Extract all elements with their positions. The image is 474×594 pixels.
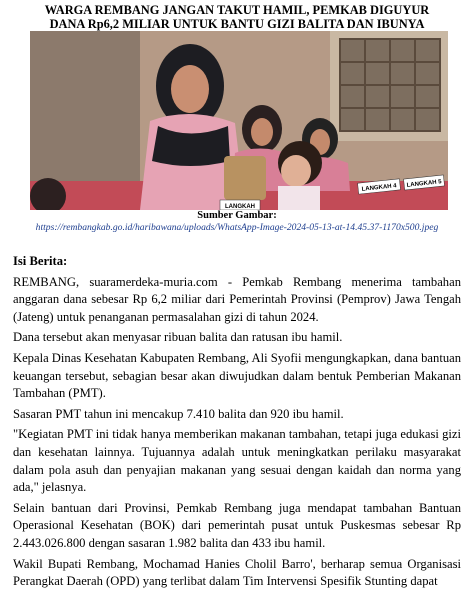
paragraph: Selain bantuan dari Provinsi, Pemkab Rembang juga mendapat tambahan Bantuan Operasional Kesehatan (BOK) dari pemerintah pusat untuk Puskesmas sebesar Rp 2.443.026.800 dengan sasaran 1.982 balita dan 433 ibu hamil. [13, 500, 461, 550]
sign-2-label: LANGKAH 4 [361, 183, 397, 193]
image-caption-label: Sumber Gambar: [197, 210, 277, 221]
paragraph: Sasaran PMT tahun ini mencakup 7.410 balita dan 920 ibu hamil. [13, 406, 344, 421]
food-package [224, 156, 266, 200]
paragraph: Kepala Dinas Kesehatan Kabupaten Rembang, Ali Syofii mengungkapkan, dana bantuan keuangan tersebut, sebagian besar akan diwujudkan dalam bentuk Pemberian Makanan Tambahan (PMT). [13, 350, 462, 401]
section-label: Isi Berita: [13, 254, 68, 268]
article-title [0, 3, 474, 31]
news-photo [30, 31, 448, 210]
child [278, 141, 322, 210]
article-title-line-2: DANA Rp6,2 MILIAR UNTUK BANTU GIZI BALITA DAN IBUNYA [49, 17, 425, 31]
paragraph: Wakil Bupati Rembang, Mochamad Hanies Cholil Barro', berharap semua Organisasi Perangkat Daerah (OPD) yang terlibat dalam Tim Intervensi Spesifik Stunting dapat [13, 556, 461, 589]
article-title-line-1: WARGA REMBANG JANGAN TAKUT HAMIL, PEMKAB DIGUYUR [44, 3, 430, 17]
image-source-link[interactable]: https://rembangkab.go.id/haribawana/uploads/WhatsApp-Image-2024-05-13-at-14.45.37-1170x500.jpeg [35, 222, 439, 233]
paragraph: REMBANG, suaramerdeka-muria.com - Pemkab Rembang menerima tambahan anggaran dana sebesar Rp 6,2 miliar dari Pemerintah Provinsi (Pemprov) Jawa Tengah (Jateng) untuk penanganan permasalahan gizi di tahun 2024. [13, 274, 461, 324]
article-body [13, 253, 461, 594]
news-photo-illustration [30, 31, 448, 210]
sign-1 [220, 200, 260, 210]
window-grid [340, 39, 440, 131]
sign-3-label: LANGKAH 5 [406, 179, 442, 189]
sign-1-label: LANGKAH [225, 204, 255, 210]
paragraph: Dana tersebut akan menyasar ribuan balita dan ratusan ibu hamil. [13, 330, 343, 345]
paragraph: "Kegiatan PMT ini tidak hanya memberikan makanan tambahan, tetapi juga edukasi gizi dan kesehatan lainnya. Tujuannya adalah untuk meningkatkan perilaku masyarakat dalam pola asuh dan penyajian makanan yang sesuai dengan kaidah dan norma yang ada," jelasnya. [13, 427, 461, 495]
